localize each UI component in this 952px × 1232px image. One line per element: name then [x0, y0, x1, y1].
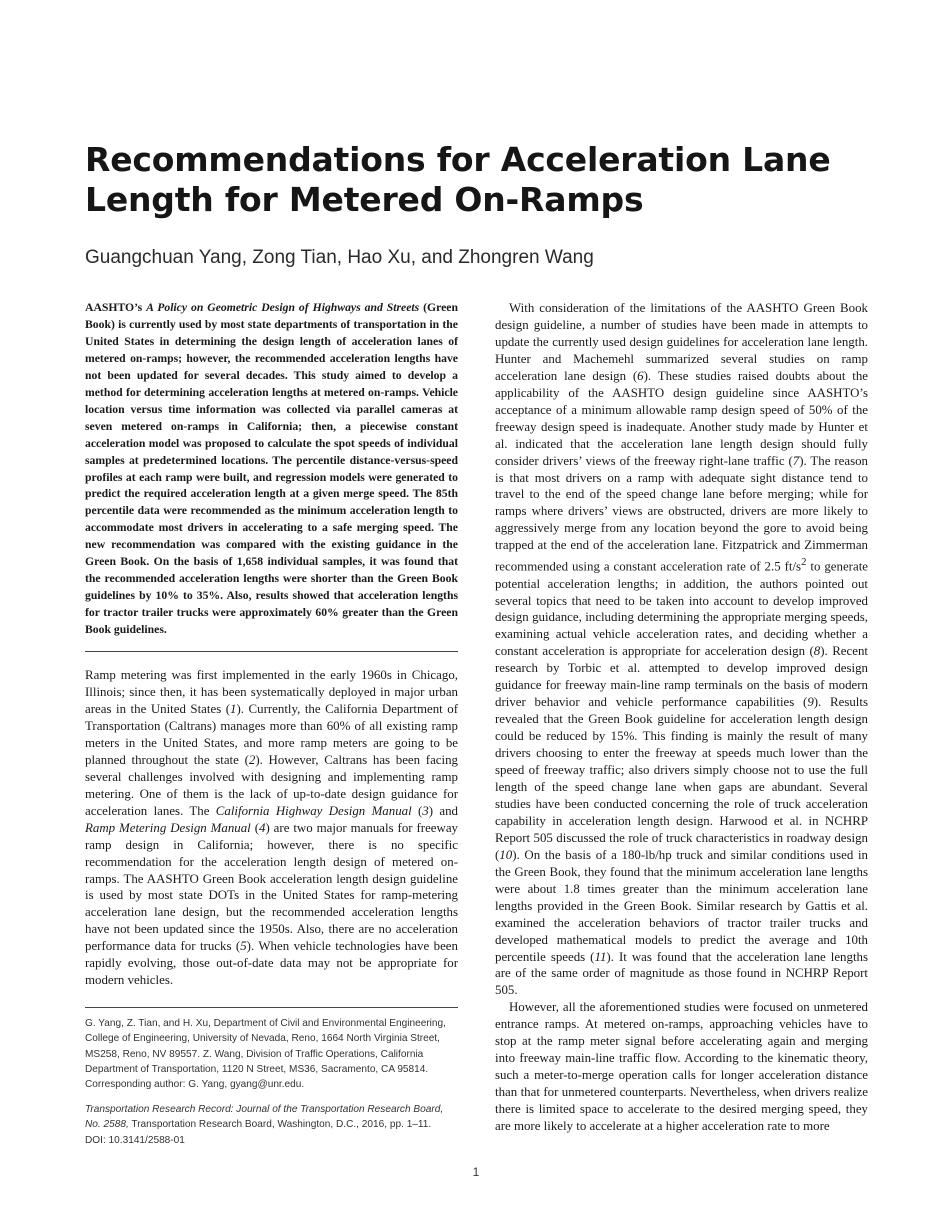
footnote-divider	[85, 1007, 458, 1008]
page-number: 1	[472, 1165, 480, 1179]
right-column	[495, 300, 868, 1135]
metered-ramp-paragraph: However, all the aforementioned studies were focused on unmetered entrance ramps. At metered on-ramps, approaching vehicles have to stop at the ramp meter signal before accelerating again and merging into freeway main-line traffic flow. According to the kinematic theory, such a meter-to-merge operation calls for longer acceleration distance than that for unmetered counterparts. Nevertheless, when drivers realize there is limited space to accelerate to the desired merging speed, they are more likely to accelerate at a higher acceleration rate to more	[495, 1000, 868, 1134]
author-affiliations: G. Yang, Z. Tian, and H. Xu, Department of Civil and Environmental Engineering, College of Engineering, University of Nevada, Reno, 1664 North Virginia Street, MS258, Reno, NV 89557. Z. Wang, Division of Traffic Operations, California Department of Transportation, 1120 N Street, MS36, Sacramento, CA 95814. Corresponding author: G. Yang, gyang@unr.edu.	[85, 1018, 446, 1090]
left-column	[85, 300, 458, 1148]
citation-info: Transportation Research Record: Journal of the Transportation Research Board, No. 2588, Transportation Research Board, Washington, D.C., 2016, pp. 1–11. DOI: 10.3141/2588-01	[85, 1104, 444, 1146]
literature-review-paragraph: With consideration of the limitations of the AASHTO Green Book design guideline, a number of studies have been made in attempts to update the currently used design guidelines for acceleration lane length. Hunter and Machemehl summarized several studies on ramp acceleration lane design (6). These studies raised doubts about the applicability of the AASHTO design guideline since AASHTO’s acceptance of a minimum allowable ramp design speed of 50% of the freeway design speed is inadequate. Another study made by Hunter et al. indicated that the acceleration lane length design should fully consider drivers’ views of the freeway right-lane traffic (7). The reason is that most drivers on a ramp with adequate sight distance tend to travel to the end of the speed change lane before merging; while for ramps where drivers’ views are obstructed, drivers are more likely to aggressively merge from any location beyond the gore to avoid being trapped at the end of the acceleration lane. Fitzpatrick and Zimmerman recommended using a constant acceleration rate of 2.5 $ft/s^2$ to generate potential acceleration lengths; in addition, the authors pointed out several topics that need to be taken into account to develop improved design guidance, including determining the appropriate merging speeds, examining actual vehicle acceleration rates, and deciding whether a constant acceleration is appropriate for acceleration design (8). Recent research by Torbic et al. attempted to develop improved design guidance for freeway main-line ramp terminals on the basis of modern driver behavior and vehicle performance capabilities (9). Results revealed that the Green Book guideline for acceleration length design could be reduced by 15%. This finding is mainly the result of many drivers choosing to enter the freeway at speeds much lower than the speed of freeway traffic; also drivers simply choose not to use the full length of the speed change lane when gaps are abundant. Several studies have been conducted concerning the role of truck acceleration capability in acceleration length design. Harwood et al. in NCHRP Report 505 discussed the role of truck characteristics in roadway design (10). On the basis of a 180-lb/hp truck and similar conditions used in the Green Book, they found that the minimum acceleration lane lengths were about 1.8 times greater than the minimum acceleration lane lengths provided in the Green Book. Similar research by Gattis et al. examined the acceleration behaviors of tractor trailer trucks and developed mathematical models to predict the average and 10th percentile speeds (11). It was found that the acceleration lane lengths are of the same order of magnitude as those found in NCHRP Report 505.	[495, 301, 868, 998]
abstract: AASHTO’s A Policy on Geometric Design of Highways and Streets (Green Book) is currently used by most state departments of transportation in the United States in determining the design length of acceleration lanes of metered on-ramps; however, the recommended acceleration lengths have not been updated for several decades. This study aimed to develop a method for determining acceleration lengths at metered on-ramps. Vehicle location versus time information was collected via parallel cameras at seven metered on-ramps in California; then, a piecewise constant acceleration model was proposed to calculate the spot speeds of individual samples at predetermined locations. The percentile distance-versus-speed profiles at each ramp were built, and regression models were generated to predict the required acceleration length at a given merge speed. The 85th percentile data were recommended as the minimum acceleration length to accommodate most drivers in accelerating to a safe merging speed. The new recommendation was compared with the existing guidance in the Green Book. On the basis of 1,658 individual samples, it was found that the recommended acceleration lengths were shorter than the Green Book guidelines by 10% to 35%. Also, results showed that acceleration lengths for tractor trailer trucks were approximately 60% greater than the Green Book guidelines.	[85, 301, 458, 637]
author-list: Guangchuan Yang, Zong Tian, Hao Xu, and Zhongren Wang	[85, 247, 594, 268]
abstract-divider	[85, 651, 458, 652]
paper-title: Recommendations for Acceleration Lane Length for Metered On-Ramps	[85, 140, 831, 219]
doi: DOI: 10.3141/2588-01	[85, 1134, 185, 1146]
intro-paragraph: Ramp metering was first implemented in the early 1960s in Chicago, Illinois; since then, it has been systematically deployed in major urban areas in the United States (1). Currently, the California Department of Transportation (Caltrans) manages more than 60% of all existing ramp meters in the United States, and more ramp meters are going to be planned throughout the state (2). However, Caltrans has been facing several challenges involved with designing and implementing ramp metering. One of them is the lack of up-to-date design guidance for acceleration lanes. The California Highway Design Manual (3) and Ramp Metering Design Manual (4) are two major manuals for freeway ramp design in California; however, there is no specific recommendation for the acceleration length design of metered on-ramps. The AASHTO Green Book acceleration length design guideline is used by most state DOTs in the United States for ramp-metering acceleration lane design, but the recommended acceleration lengths have not been updated since the 1950s. Also, there are no acceleration performance data for trucks (5). When vehicle technologies have been rapidly evolving, those out-of-date data may not be appropriate for modern vehicles.	[85, 668, 459, 988]
